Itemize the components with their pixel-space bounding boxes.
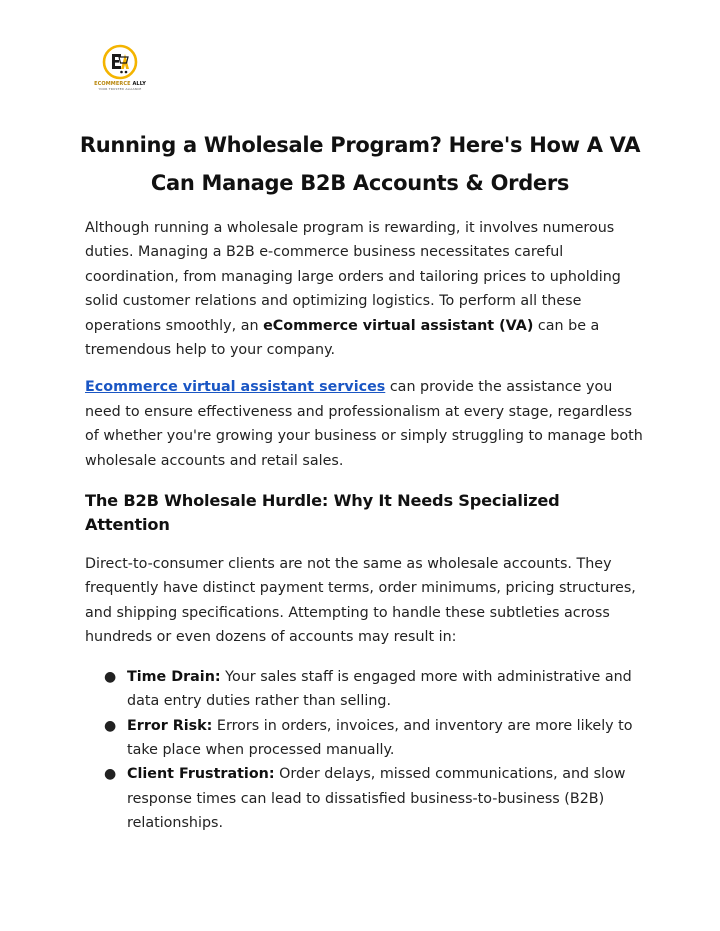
bullet-icon: ●	[104, 717, 117, 734]
services-paragraph: Ecommerce virtual assistant services can provide the assistance you need to ensure effectiveness and professionalism at every stage, regardless of whether you're growing your business or simply struggling to manage both wholesale accounts and retail sales.	[85, 379, 643, 469]
bullet-icon: ●	[104, 668, 117, 685]
list-item: ● Error Risk: Errors in orders, invoices, and inventory are more likely to take place when processed manually.	[85, 714, 645, 763]
logo-tagline: YOUR TRUSTED ALLIANCE	[98, 87, 142, 91]
list-item: ● Client Frustration: Order delays, missed communications, and slow response times can lead to dissatisfied business-to-business (B2B) relationships.	[85, 762, 645, 835]
ecommerce-va-services-link[interactable]: Ecommerce virtual assistant services	[85, 379, 386, 396]
hurdle-paragraph: Direct-to-consumer clients are not the same as wholesale accounts. They frequently have distinct payment terms, order minimums, pricing structures, and shipping specifications. Attempting to handle these subtleties across hundreds or even dozens of accounts may result in:	[85, 556, 636, 646]
intro-paragraph: Although running a wholesale program is rewarding, it involves numerous duties. Managing a B2B e-commerce business necessitates careful coordination, from managing large orders and tailoring prices to upholding solid customer relations and optimizing logistics. To perform all these operations smoothly, an eCommerce virtual assistant (VA) can be a tremendous help to your company.	[85, 220, 621, 359]
article-body	[85, 216, 645, 836]
ecommerce-ally-logo-icon	[102, 44, 138, 80]
page-title: Running a Wholesale Program? Here's How A VA Can Manage B2B Accounts & Orders	[79, 133, 641, 195]
va-bold-term: eCommerce virtual assistant (VA)	[263, 317, 534, 334]
section-heading: The B2B Wholesale Hurdle: Why It Needs Specialized Attention	[85, 491, 560, 535]
logo	[90, 44, 150, 100]
logo-wordmark: ECOMMERCE ALLY	[94, 81, 146, 87]
bullet-icon: ●	[104, 766, 117, 783]
risk-list	[85, 665, 645, 836]
list-item: ● Time Drain: Your sales staff is engaged more with administrative and data entry duties rather than selling.	[85, 665, 645, 714]
